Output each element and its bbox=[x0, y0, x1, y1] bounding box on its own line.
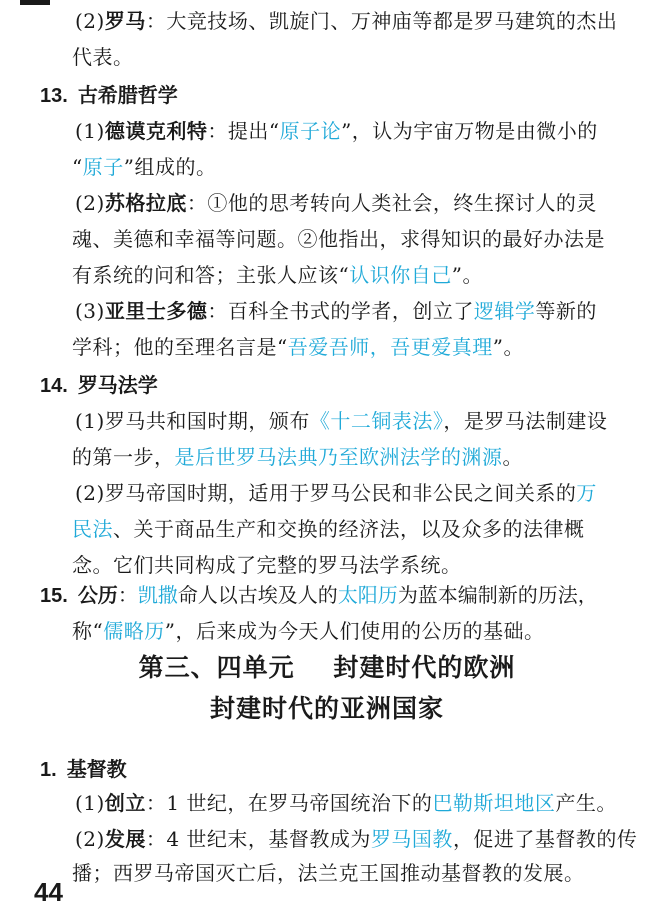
socrates-line-2: 魂、美德和幸福等问题。②他指出，求得知识的最好办法是 bbox=[72, 227, 605, 251]
unit-title-line-1: 第三、四单元 封建时代的欧洲 bbox=[138, 653, 516, 682]
democritus-line-2: “原子”组成的。 bbox=[72, 155, 217, 179]
highlight-palestine: 巴勒斯坦地区 bbox=[432, 791, 556, 815]
highlight-twelve-tables: 《十二铜表法》 bbox=[309, 409, 444, 433]
term-rome: 罗马 bbox=[104, 9, 146, 33]
highlight-solar-calendar: 太阳历 bbox=[337, 583, 398, 607]
highlight-julian-calendar: 儒略历 bbox=[103, 619, 165, 643]
roman-law-line-2: 的第一步，是后世罗马法典乃至欧洲法学的渊源。 bbox=[72, 445, 523, 469]
highlight-jus-gentium-part-1: 万 bbox=[576, 481, 597, 505]
highlight-logic: 逻辑学 bbox=[473, 299, 536, 323]
section-1-heading: 1. 基督教 bbox=[40, 757, 127, 781]
term-development: 发展 bbox=[104, 827, 146, 851]
calendar-line-2: 称“儒略历”，后来成为今天人们使用的公历的基础。 bbox=[72, 619, 545, 643]
socrates-line-1: (2)苏格拉底：①他的思考转向人类社会，终生探讨人的灵 bbox=[75, 191, 597, 215]
highlight-jus-gentium-part-2: 民法 bbox=[72, 517, 113, 541]
term-aristotle: 亚里士多德 bbox=[104, 299, 208, 323]
christianity-development-line-2: 播；西罗马帝国灭亡后，法兰克王国推动基督教的发展。 bbox=[72, 861, 585, 885]
section-15-heading: 15. 公历：凯撒命人以古埃及人的太阳历为蓝本编制新的历法， bbox=[40, 583, 598, 607]
aristotle-line-2: 学科；他的至理名言是“吾爱吾师，吾更爱真理”。 bbox=[72, 335, 524, 359]
highlight-atom: 原子 bbox=[82, 155, 124, 179]
highlight-know-thyself: 认识你自己 bbox=[349, 263, 452, 287]
unit-title-line-2: 封建时代的亚洲国家 bbox=[209, 694, 444, 723]
christianity-founding-line: (1)创立：1 世纪，在罗马帝国统治下的巴勒斯坦地区产生。 bbox=[75, 791, 617, 815]
democritus-line-1: (1)德谟克利特：提出“原子论”，认为宇宙万物是由微小的 bbox=[75, 119, 598, 143]
highlight-caesar: 凯撒 bbox=[137, 583, 178, 607]
roman-architecture-line-2: 代表。 bbox=[72, 45, 134, 69]
cropped-heading-fragment bbox=[20, 0, 50, 5]
page-number: 44 bbox=[34, 877, 63, 907]
roman-law-line-1: (1)罗马共和国时期，颁布《十二铜表法》，是罗马法制建设 bbox=[75, 409, 608, 433]
christianity-development-line-1: (2)发展：4 世纪末，基督教成为罗马国教，促进了基督教的传 bbox=[75, 827, 638, 851]
term-socrates: 苏格拉底 bbox=[104, 191, 187, 215]
roman-architecture-line-1: (2)罗马：大竞技场、凯旋门、万神庙等都是罗马建筑的杰出 bbox=[75, 9, 618, 33]
highlight-famous-quote: 吾爱吾师，吾更爱真理 bbox=[287, 335, 493, 359]
term-founding: 创立 bbox=[104, 791, 146, 815]
highlight-origin-of-law: 是后世罗马法典乃至欧洲法学的渊源 bbox=[174, 445, 503, 469]
roman-law-line-4: 民法、关于商品生产和交换的经济法，以及众多的法律概 bbox=[72, 517, 585, 541]
highlight-state-religion: 罗马国教 bbox=[370, 827, 453, 851]
roman-law-line-5: 念。它们共同构成了完整的罗马法学系统。 bbox=[72, 553, 462, 577]
section-14-heading: 14. 罗马法学 bbox=[40, 373, 158, 397]
aristotle-line-1: (3)亚里士多德：百科全书式的学者，创立了逻辑学等新的 bbox=[75, 299, 597, 323]
term-democritus: 德谟克利特 bbox=[104, 119, 208, 143]
socrates-line-3: 有系统的问和答；主张人应该“认识你自己”。 bbox=[72, 263, 483, 287]
highlight-atomism: 原子论 bbox=[279, 119, 342, 143]
roman-law-line-3: (2)罗马帝国时期，适用于罗马公民和非公民之间关系的万 bbox=[75, 481, 597, 505]
section-13-heading: 13. 古希腊哲学 bbox=[40, 83, 178, 107]
